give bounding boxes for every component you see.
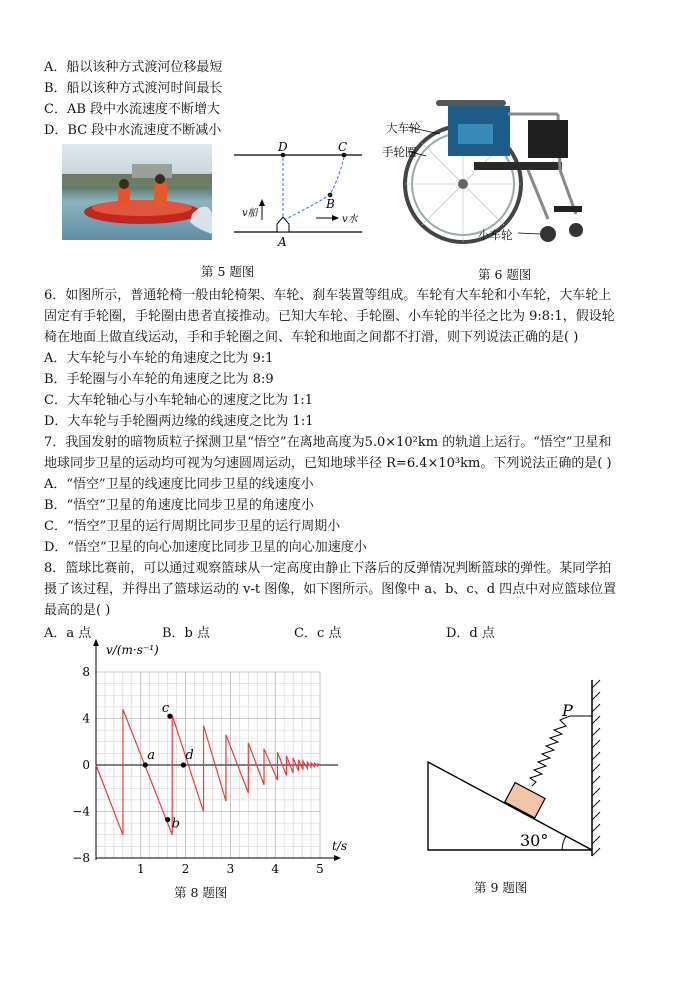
q5-option-c: C．AB 段中水流速度不断增大 <box>44 102 221 117</box>
q8-caption: 第 8 题图 <box>174 885 228 900</box>
y-axis-arrow <box>93 639 99 646</box>
point-b-label: B <box>326 197 335 211</box>
incline-spring-diagram <box>420 676 610 866</box>
q5-option-a: A．船以该种方式渡河位移最短 <box>44 60 223 75</box>
hand-rim-label: 手轮圈 <box>382 145 417 159</box>
q8-stem-line-2: 摄了该过程，并得出了篮球运动的 v-t 图像，如下图所示。图像中 a、b、c、d 四点中对应篮球位置 <box>44 582 617 597</box>
q6-option-a: A．大车轮与小车轮的角速度之比为 9:1 <box>44 351 274 366</box>
q6-option-b: B．手轮圈与小车轮的角速度之比为 8:9 <box>44 372 274 387</box>
point-c-label: C <box>338 140 348 154</box>
small-wheel-label: 小车轮 <box>478 228 513 242</box>
point-b-label: b <box>171 816 181 832</box>
y-axis-label: v/(m·s⁻¹) <box>106 643 159 657</box>
q6-stem-line-1: 6．如图所示，普通轮椅一般由轮椅架、车轮、刹车装置等组成。车轮有大车轮和小车轮，大车轮上 <box>44 288 612 303</box>
v-boat-label: v船 <box>242 208 258 219</box>
q5-option-b: B．船以该种方式渡河时间最长 <box>44 81 223 96</box>
y-tick-label: −4 <box>72 804 90 819</box>
y-tick-label: 8 <box>82 665 90 679</box>
point-a-label: A <box>278 235 287 249</box>
q8-option-a: A．a 点 <box>44 626 92 641</box>
big-wheel-label: 大车轮 <box>386 121 421 135</box>
q7-option-d: D．“悟空”卫星的向心加速度比同步卫星的向心加速度小 <box>44 540 367 555</box>
point-d-label: D <box>278 140 288 154</box>
rescue-boat-photo <box>62 144 212 240</box>
q7-stem-line-1: 7．我国发射的暗物质粒子探测卫星“悟空”在离地高度为5.0×10²km 的轨道上运行。“悟空”卫星和 <box>44 435 612 450</box>
point-p-label: P <box>562 701 573 720</box>
q7-option-c: C．“悟空”卫星的运行周期比同步卫星的运行周期小 <box>44 519 341 534</box>
river-crossing-diagram <box>228 140 368 252</box>
x-tick-label: 4 <box>271 862 280 876</box>
x-tick-label: 2 <box>181 862 190 876</box>
q5-caption: 第 5 题图 <box>201 264 255 279</box>
x-tick-label: 1 <box>136 862 145 876</box>
point-b-marker <box>165 817 170 822</box>
x-axis-label: t/s <box>332 839 348 853</box>
q6-option-d: D．大车轮与手轮圈两边缘的线速度之比为 1:1 <box>44 414 314 429</box>
point-d-label: d <box>185 748 194 763</box>
angle-label: 30° <box>520 831 549 850</box>
q6-caption: 第 6 题图 <box>478 267 532 282</box>
x-tick-label: 5 <box>316 862 324 876</box>
q7-option-a: A．“悟空”卫星的线速度比同步卫星的线速度小 <box>44 477 314 492</box>
v-water-label: v水 <box>342 214 358 225</box>
q8-stem-line-1: 8．篮球比赛前，可以通过观察篮球从一定高度由静止下落后的反弹情况判断篮球的弹性。某同学拍 <box>44 561 612 576</box>
q6-option-c: C．大车轮轴心与小车轮轴心的速度之比为 1:1 <box>44 393 314 408</box>
series-line <box>96 709 320 835</box>
q8-stem-line-3: 最高的是( ) <box>44 603 111 618</box>
vt-chart <box>70 636 360 882</box>
q7-stem-line-2: 地球同步卫星的运动均可视为匀速圆周运动，已知地球半径 R=6.4×10³km。下列说法正确的是( ) <box>44 456 612 471</box>
x-axis-arrow <box>334 855 341 861</box>
y-tick-label: 0 <box>82 758 90 772</box>
q9-caption: 第 9 题图 <box>474 880 528 895</box>
q6-stem-line-3: 椅在地面上做直线运动，手和手轮圈之间、车轮和地面之间都不打滑，则下列说法正确的是( ) <box>44 330 579 345</box>
point-d-marker <box>181 762 186 767</box>
point-a-marker <box>143 762 148 767</box>
q5-option-d: D．BC 段中水流速度不断减小 <box>44 123 222 138</box>
q8-option-c: C．c 点 <box>294 626 342 641</box>
chart-points <box>143 701 194 831</box>
y-tick-label: 4 <box>82 711 90 726</box>
q8-option-b: B．b 点 <box>162 626 211 641</box>
y-tick-label: −8 <box>72 851 90 865</box>
q6-stem-line-2: 固定有手轮圈，手轮圈由患者直接推动。已知大车轮、手轮圈、小车轮的半径之比为 9:8:1，假设轮 <box>44 309 615 324</box>
q8-option-d: D．d 点 <box>446 626 495 641</box>
point-c-label: c <box>161 701 170 717</box>
q7-option-b: B．“悟空”卫星的角速度比同步卫星的角速度小 <box>44 498 314 513</box>
point-a-label: a <box>147 748 156 763</box>
x-tick-label: 3 <box>226 862 235 876</box>
